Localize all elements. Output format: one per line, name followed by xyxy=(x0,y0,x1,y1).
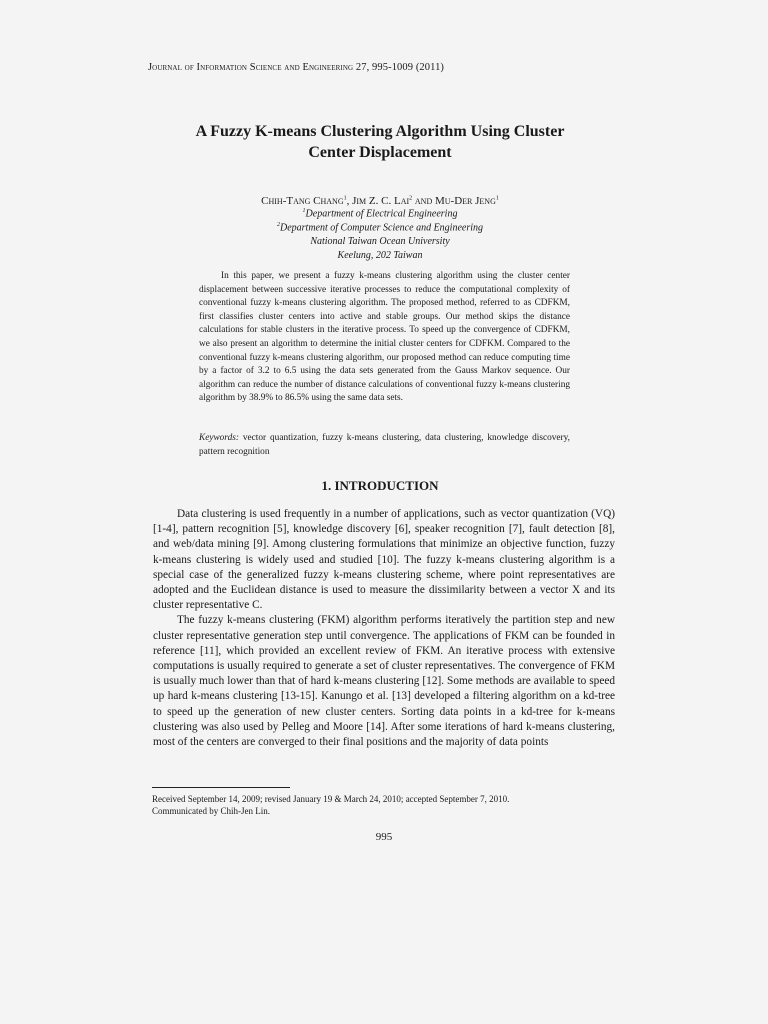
author-separator-1: , xyxy=(346,195,353,207)
footnote-received: Received September 14, 2009; revised January 19 & March 24, 2010; accepted September 7, 2010. xyxy=(152,794,510,804)
journal-name: Journal of Information Science and Engineering xyxy=(148,62,354,73)
title-line-1: A Fuzzy K-means Clustering Algorithm Using Cluster xyxy=(195,123,565,140)
keywords xyxy=(199,432,570,459)
abstract xyxy=(199,270,570,406)
journal-header xyxy=(148,62,444,73)
author-3-affil-mark: 1 xyxy=(495,195,499,202)
author-1: Chih-Tang Chang xyxy=(261,195,344,207)
abstract-text: In this paper, we present a fuzzy k-means clustering algorithm using the cluster center displacement between successive iterative processes to reduce the computational complexity of conventional fuzzy k-means clustering algorithm. The proposed method, referred to as CDFKM, first classifies cluster centers into active and stable groups. Our method skips the distance calculations for stable clusters in the iterative process. To speed up the convergence of CDFKM, we also present an algorithm to determine the initial cluster centers for CDFKM. Compared to the conventional fuzzy k-means clustering algorithm, our proposed method can reduce computing time by a factor of 3.2 to 6.5 using the data sets generated from the Gauss Markov sequence. Our algorithm can reduce the number of distance calculations of conventional fuzzy k-means clustering algorithm by 38.9% to 86.5% using the same data sets. xyxy=(199,271,570,404)
keywords-text: vector quantization, fuzzy k-means clustering, data clustering, knowledge discovery, pattern recognition xyxy=(199,433,570,457)
footnote xyxy=(152,793,622,818)
paper-title xyxy=(140,121,620,163)
intro-paragraph-2: The fuzzy k-means clustering (FKM) algorithm performs iteratively the partition step and new cluster representative generation step until convergence. The applications of FKM can be founded in reference [11], which provided an excellent review of FKM. An iterative process with extensive computations is usually required to generate a set of cluster representatives. The convergence of FKM is usually much lower than that of hard k-means clustering [12]. Some methods are available to speed up hard k-means clustering [13-15]. Kanungo et al. [13] developed a filtering algorithm on a kd-tree to speed up the generation of new cluster centers. Sorting data points in a kd-tree for k-means clustering was also used by Pelleg and Moore [14]. After some iterations of hard k-means clustering, most of the centers are converged to their final positions and the majority of data points xyxy=(153,614,615,749)
affiliation-3: National Taiwan Ocean University xyxy=(310,236,450,247)
author-list xyxy=(140,195,620,207)
author-separator-2: and xyxy=(412,195,435,207)
journal-reference: 27, 995-1009 (2011) xyxy=(355,62,445,73)
affiliation-1-text: Department of Electrical Engineering xyxy=(305,208,458,220)
footnote-communicated: Communicated by Chih-Jen Lin. xyxy=(152,806,270,817)
author-2: Jim Z. C. Lai xyxy=(352,195,410,207)
keywords-label: Keywords: xyxy=(199,433,239,443)
footnote-rule xyxy=(152,787,290,788)
affiliation-4: Keelung, 202 Taiwan xyxy=(337,250,423,261)
affiliation-2 xyxy=(140,222,620,233)
affiliation-2-mark: 2 xyxy=(276,222,280,228)
affiliation-2-text: Department of Computer Science and Engineering xyxy=(279,222,483,234)
section-heading-introduction: 1. INTRODUCTION xyxy=(321,478,439,493)
author-1-affil-mark: 1 xyxy=(343,195,347,202)
page-number: 995 xyxy=(375,831,393,843)
introduction-body xyxy=(153,507,615,750)
title-line-2: Center Displacement xyxy=(308,144,452,161)
affiliation-1 xyxy=(140,208,620,219)
affiliation-1-mark: 1 xyxy=(302,208,306,214)
intro-paragraph-1: Data clustering is used frequently in a number of applications, such as vector quantization (VQ) [1-4], pattern recognition [5], knowledge discovery [6], speaker recognition [7], fault detection [8], and web/data mining [9]. Among clustering formulations that minimize an objective function, fuzzy k-means clustering is widely used and studied [10]. The fuzzy k-means clustering algorithm is a special case of the generalized fuzzy k-means clustering scheme, where point representatives are adopted and the Euclidean distance is used to measure the dissimilarity between a vector X and its cluster representative C. xyxy=(153,508,615,612)
author-3: Mu-Der Jeng xyxy=(434,195,496,207)
author-2-affil-mark: 2 xyxy=(409,195,413,202)
